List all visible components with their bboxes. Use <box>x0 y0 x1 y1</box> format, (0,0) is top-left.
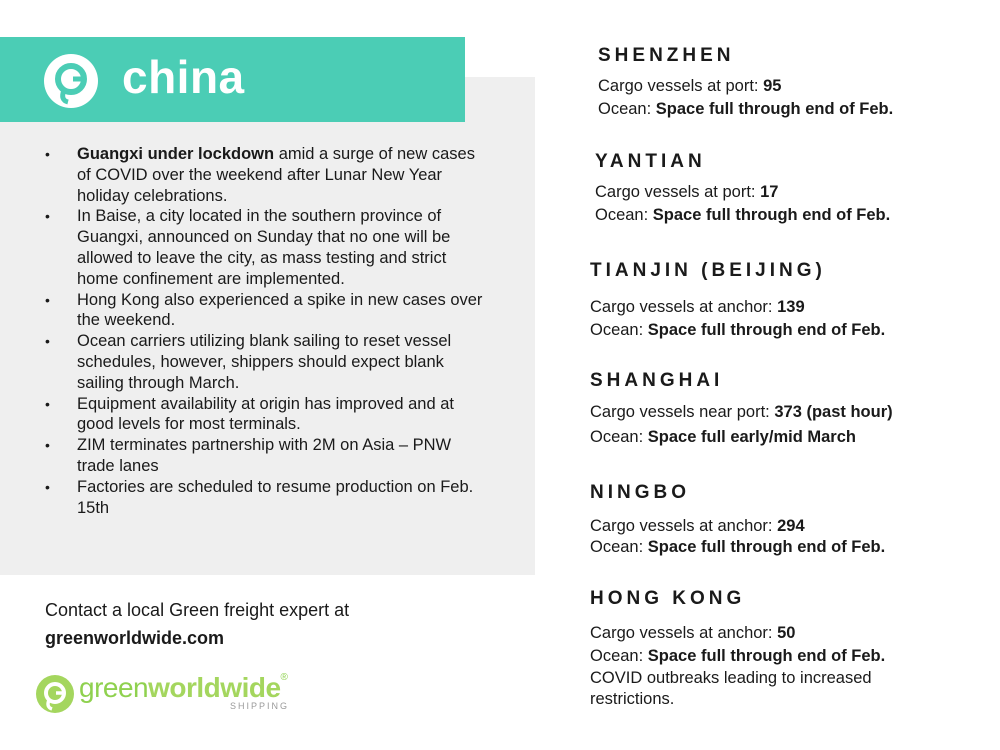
page-title: china <box>122 51 245 103</box>
port-yantian <box>595 150 995 227</box>
ocean-label: Ocean: <box>598 100 656 118</box>
bullet-text: Factories are scheduled to resume production on Feb. 15th <box>77 477 474 517</box>
cargo-label: Cargo vessels at port: <box>595 183 761 201</box>
bullet-text: Ocean carriers utilizing blank sailing to reset vessel schedules, however, shippers should expect blank sailing through March. <box>77 332 452 392</box>
cargo-value: 294 <box>777 517 805 535</box>
cargo-value: 139 <box>777 298 805 316</box>
port-shanghai <box>590 369 990 449</box>
brand-logo <box>35 672 335 717</box>
green-logo-icon <box>42 52 100 110</box>
contact-text: Contact a local Green freight expert at <box>45 600 350 620</box>
bullet-text: In Baise, a city located in the southern province of Guangxi, announced on Sunday that no one will be allowed to leave the city, as mass testing and strict home confinement are implemented. <box>77 207 451 288</box>
ocean-label: Ocean: <box>590 647 648 665</box>
bullet-item <box>45 477 485 519</box>
ocean-label: Ocean: <box>590 538 648 556</box>
brand-name-light: green <box>79 672 149 703</box>
port-name: SHENZHEN <box>598 45 735 66</box>
cargo-value: 373 (past hour) <box>774 403 893 421</box>
green-brand-icon <box>35 674 75 714</box>
port-name: SHANGHAI <box>590 370 724 391</box>
ocean-value: Space full through end of Feb. <box>647 321 886 339</box>
cargo-label: Cargo vessels at anchor: <box>590 624 778 642</box>
bullet-item <box>45 290 485 332</box>
bullet-text: Hong Kong also experienced a spike in new cases over the weekend. <box>77 290 483 330</box>
bullet-item <box>45 206 485 289</box>
brand-wordmark <box>79 672 287 704</box>
cargo-value: 50 <box>777 624 796 642</box>
cargo-label: Cargo vessels at port: <box>598 77 764 95</box>
port-tianjin <box>590 259 990 342</box>
ocean-line <box>595 204 995 227</box>
cargo-value: 17 <box>760 183 779 201</box>
bullet-item <box>45 435 485 477</box>
ocean-value: Space full early/mid March <box>647 428 856 446</box>
cargo-line <box>590 401 990 424</box>
cargo-line <box>590 622 990 645</box>
ocean-line <box>590 319 990 342</box>
cargo-label: Cargo vessels at anchor: <box>590 517 778 535</box>
bullet-text: amid a surge of new cases of COVID over the weekend after Lunar New Year holiday celebrations. <box>77 145 475 205</box>
cargo-label: Cargo vessels near port: <box>590 403 775 421</box>
ocean-value: Space full through end of Feb. <box>652 206 891 224</box>
port-name: YANTIAN <box>595 151 706 172</box>
port-name: TIANJIN (BEIJING) <box>590 260 826 281</box>
cargo-value: 95 <box>763 77 782 95</box>
ocean-value: Space full through end of Feb. <box>655 100 894 118</box>
contact-url-link[interactable]: greenworldwide.com <box>45 628 225 648</box>
ocean-value: Space full through end of Feb. <box>647 647 886 665</box>
port-note: COVID outbreaks leading to increased restrictions. <box>590 669 872 708</box>
brand-name-bold: worldwide <box>148 672 281 703</box>
ocean-label: Ocean: <box>590 428 648 446</box>
cargo-line <box>598 75 998 98</box>
brand-reg-mark: ® <box>280 672 288 683</box>
news-bullet-list <box>45 144 485 518</box>
cargo-label: Cargo vessels at anchor: <box>590 298 778 316</box>
ocean-line <box>590 426 990 449</box>
port-name: HONG KONG <box>590 588 746 609</box>
bullet-bold: Guangxi under lockdown <box>77 145 275 163</box>
cargo-line <box>595 181 995 204</box>
ocean-label: Ocean: <box>590 321 648 339</box>
contact-block <box>45 596 349 652</box>
bullet-item <box>45 331 485 393</box>
cargo-line <box>590 296 990 319</box>
bullet-item <box>45 394 485 436</box>
ocean-value: Space full through end of Feb. <box>647 538 886 556</box>
ocean-line <box>590 537 990 558</box>
bullet-text: ZIM terminates partnership with 2M on Asia – PNW trade lanes <box>77 436 452 475</box>
bullet-item <box>45 144 485 206</box>
port-shenzhen <box>598 44 998 121</box>
bullet-text: Equipment availability at origin has improved and at good levels for most terminals. <box>77 394 454 434</box>
cargo-line <box>590 516 990 537</box>
port-name: NINGBO <box>590 482 690 503</box>
port-ningbo <box>590 481 990 558</box>
ocean-line <box>590 645 990 668</box>
ocean-line <box>598 98 998 121</box>
port-hong-kong <box>590 587 990 710</box>
ocean-label: Ocean: <box>595 206 653 224</box>
brand-subtitle: SHIPPING <box>230 701 290 711</box>
